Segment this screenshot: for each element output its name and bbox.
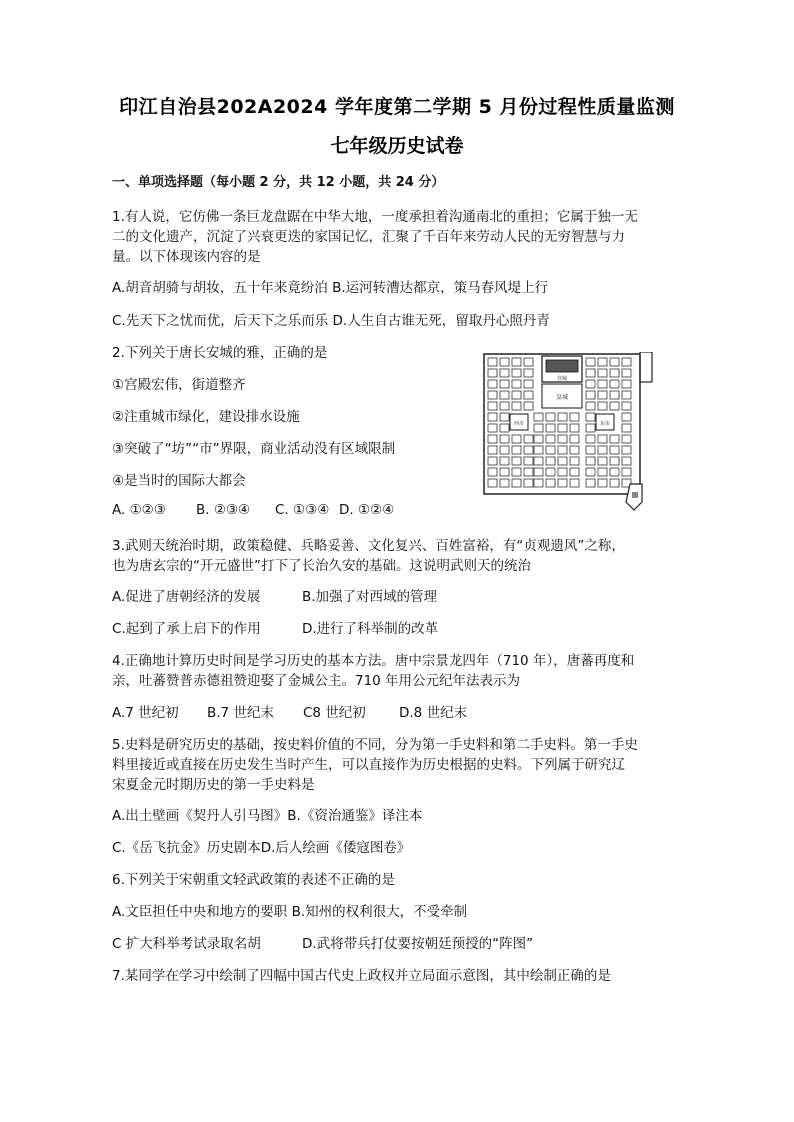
ward-block bbox=[622, 446, 631, 454]
q1-stem-line: 量。以下体现该内容的是 bbox=[112, 249, 261, 265]
ward-block bbox=[546, 457, 555, 465]
ward-block bbox=[586, 369, 595, 377]
q4-option-d: D.8 世纪末 bbox=[399, 705, 468, 721]
ward-block bbox=[488, 457, 497, 465]
ward-block bbox=[534, 468, 543, 476]
q4-option-a: A.7 世纪初 bbox=[112, 705, 179, 721]
page-title: 印江自治县202A2024 学年度第二学期 5 月份过程性质量监测 bbox=[119, 96, 675, 118]
east-market-label: 东市 bbox=[599, 421, 611, 427]
ward-block bbox=[570, 457, 579, 465]
q6-option-d: D.武将带兵打仗要按朝廷预授的“阵图” bbox=[302, 936, 534, 952]
q3-option-d: D.进行了科举制的改革 bbox=[302, 621, 439, 637]
ward-block bbox=[610, 435, 619, 443]
page-subtitle: 七年级历史试卷 bbox=[330, 135, 464, 157]
ward-block bbox=[500, 358, 509, 366]
ward-block bbox=[512, 391, 521, 399]
q3-option-a: A.促进了唐朝经济的发展 bbox=[112, 589, 261, 605]
ward-block bbox=[622, 435, 631, 443]
q4-option-c: C8 世纪初 bbox=[303, 705, 366, 721]
ward-block bbox=[500, 380, 509, 388]
q1-stem-line: 二的文化遗产，沉淀了兴衰更迭的家国记忆，汇聚了千百年来劳动人民的无穷智慧与力 bbox=[112, 229, 625, 245]
ward-block bbox=[500, 446, 509, 454]
ward-block bbox=[488, 402, 497, 410]
ward-block bbox=[500, 457, 509, 465]
ward-block bbox=[586, 446, 595, 454]
ward-block bbox=[558, 424, 567, 432]
q2-option-b: B. ②③④ bbox=[196, 502, 251, 518]
ward-block bbox=[524, 358, 533, 366]
ward-block bbox=[610, 380, 619, 388]
ward-block bbox=[598, 435, 607, 443]
ward-block bbox=[586, 457, 595, 465]
ward-block bbox=[500, 391, 509, 399]
imperial-city-label: 皇城 bbox=[555, 394, 569, 401]
ward-block bbox=[622, 402, 631, 410]
ward-block bbox=[534, 457, 543, 465]
q6-option-line: A.文臣担任中央和地方的要职 B.知州的权利很大，不受牵制 bbox=[112, 904, 468, 920]
ward-block bbox=[546, 424, 555, 432]
ward-block bbox=[558, 457, 567, 465]
ward-block bbox=[500, 424, 509, 432]
ward-block bbox=[524, 402, 533, 410]
q2-option-c: C. ①③④ bbox=[275, 502, 330, 518]
q2-item: ①宫殿宏伟，街道整齐 bbox=[112, 377, 246, 393]
ward-block bbox=[610, 457, 619, 465]
ward-block bbox=[512, 380, 521, 388]
ward-block bbox=[622, 358, 631, 366]
ward-block bbox=[500, 413, 509, 421]
ward-block bbox=[524, 391, 533, 399]
ward-block bbox=[586, 358, 595, 366]
ward-block bbox=[534, 413, 543, 421]
ward-block bbox=[586, 479, 595, 487]
ward-block bbox=[570, 424, 579, 432]
q5-stem-line: 5.史料是研究历史的基础，按史料价值的不同，分为第一手史料和第二手史料。第一手史 bbox=[112, 737, 638, 753]
ward-block bbox=[598, 380, 607, 388]
ward-block bbox=[622, 413, 631, 421]
q4-option-b: B.7 世纪末 bbox=[207, 705, 274, 721]
ward-block bbox=[488, 468, 497, 476]
q1-stem-line: 1.有人说，它仿佛一条巨龙盘踞在中华大地，一度承担着沟通南北的重担；它属于独一无 bbox=[112, 209, 638, 225]
ward-block bbox=[610, 358, 619, 366]
ward-block bbox=[524, 479, 533, 487]
ward-block bbox=[610, 446, 619, 454]
q3-stem-line: 也为唐玄宗的“开元盛世”打下了长治久安的基础。这说明武则天的统治 bbox=[112, 558, 531, 574]
changan-city-map bbox=[482, 352, 654, 512]
palace-label: 宫城 bbox=[556, 376, 568, 382]
ward-block bbox=[546, 468, 555, 476]
ward-block bbox=[598, 457, 607, 465]
ward-block bbox=[558, 446, 567, 454]
ward-block bbox=[622, 380, 631, 388]
ward-block bbox=[598, 402, 607, 410]
q5-stem-line: 宋夏金元时期历史的第一手史料是 bbox=[112, 777, 315, 793]
q1-option-line: C.先天下之忧而优，后天下之乐而乐 D.人生自古谁无死，留取丹心照丹青 bbox=[112, 313, 550, 329]
ward-block bbox=[622, 391, 631, 399]
ward-block bbox=[512, 402, 521, 410]
ward-block bbox=[586, 435, 595, 443]
q2-option-d: D. ①②④ bbox=[339, 502, 395, 518]
ward-block bbox=[586, 413, 595, 421]
west-market-label: 西市 bbox=[513, 421, 525, 427]
ward-block bbox=[488, 413, 497, 421]
ward-block bbox=[534, 446, 543, 454]
ward-block bbox=[500, 369, 509, 377]
ward-block bbox=[610, 402, 619, 410]
ward-block bbox=[512, 369, 521, 377]
q2-stem: 2.下列关于唐长安城的雅，正确的是 bbox=[112, 345, 328, 361]
ward-block bbox=[524, 446, 533, 454]
q2-item: ③突破了“坊”“市”界限，商业活动没有区域限制 bbox=[112, 441, 396, 457]
ward-block bbox=[586, 380, 595, 388]
ward-block bbox=[524, 468, 533, 476]
ward-block bbox=[598, 358, 607, 366]
ward-block bbox=[534, 479, 543, 487]
ward-block bbox=[570, 435, 579, 443]
ward-block bbox=[622, 424, 631, 432]
ward-block bbox=[488, 369, 497, 377]
q2-item: ④是当时的国际大都会 bbox=[112, 473, 246, 489]
ward-block bbox=[500, 479, 509, 487]
ward-block bbox=[598, 391, 607, 399]
ward-block bbox=[512, 446, 521, 454]
ward-block bbox=[524, 457, 533, 465]
ward-block bbox=[500, 435, 509, 443]
ward-block bbox=[512, 457, 521, 465]
q2-option-a: A. ①②③ bbox=[112, 502, 166, 518]
ward-block bbox=[558, 479, 567, 487]
ward-block bbox=[488, 435, 497, 443]
ward-block bbox=[546, 413, 555, 421]
ward-block bbox=[488, 391, 497, 399]
q5-stem-line: 料里接近或直接在历史发生当时产生，可以直接作为历史根据的史料。下列属于研究辽 bbox=[112, 757, 625, 773]
ward-block bbox=[488, 358, 497, 366]
ward-block bbox=[546, 435, 555, 443]
ward-block bbox=[610, 468, 619, 476]
q6-option-c: C 扩大科举考试录取名胡 bbox=[112, 936, 261, 952]
q7-stem: 7.某同学在学习中绘制了四幅中国古代史上政权并立局面示意图，其中绘制正确的是 bbox=[112, 968, 611, 984]
ward-block bbox=[512, 468, 521, 476]
q3-option-c: C.起到了承上启下的作用 bbox=[112, 621, 261, 637]
ward-block bbox=[622, 369, 631, 377]
ward-block bbox=[610, 391, 619, 399]
ward-block bbox=[512, 479, 521, 487]
ward-block bbox=[546, 446, 555, 454]
ward-block bbox=[558, 468, 567, 476]
q5-option-line: C.《岳飞抗金》历史剧本D.后人绘画《倭寇图卷》 bbox=[112, 840, 411, 856]
ward-block bbox=[570, 413, 579, 421]
ward-block bbox=[586, 424, 595, 432]
ward-block bbox=[586, 468, 595, 476]
ward-block bbox=[534, 424, 543, 432]
ward-block bbox=[534, 435, 543, 443]
ward-block bbox=[488, 380, 497, 388]
q3-stem-line: 3.武则天统治时期，政策稳健、兵略妥善、文化复兴、百姓富裕，有“贞观遗风”之称， bbox=[112, 538, 625, 554]
ward-block bbox=[570, 468, 579, 476]
q6-stem: 6.下列关于宋朝重文轻武政策的表述不正确的是 bbox=[112, 872, 395, 888]
ward-block bbox=[622, 468, 631, 476]
ward-block bbox=[524, 369, 533, 377]
ward-block bbox=[610, 479, 619, 487]
ward-block bbox=[546, 479, 555, 487]
ward-block bbox=[586, 402, 595, 410]
q5-option-line: A.出土壁画《契丹人引马图》B.《资治通鉴》译注本 bbox=[112, 808, 423, 824]
q2-item: ②注重城市绿化，建设排水设施 bbox=[112, 409, 300, 425]
ward-block bbox=[622, 457, 631, 465]
ward-block bbox=[558, 413, 567, 421]
ward-block bbox=[512, 358, 521, 366]
ward-block bbox=[598, 468, 607, 476]
ward-block bbox=[570, 479, 579, 487]
ward-block bbox=[512, 435, 521, 443]
ward-block bbox=[586, 391, 595, 399]
ward-block bbox=[598, 446, 607, 454]
q4-stem-line: 4.正确地计算历史时间是学习历史的基本方法。唐中宗景龙四年（710 年），唐蕃再度和 bbox=[112, 653, 635, 669]
ward-block bbox=[598, 369, 607, 377]
ward-block bbox=[488, 446, 497, 454]
ward-block bbox=[500, 402, 509, 410]
q4-stem-line: 亲，吐蕃赞普赤德祖赞迎娶了金城公主。710 年用公元纪年法表示为 bbox=[112, 673, 521, 689]
ward-block bbox=[524, 435, 533, 443]
ward-block bbox=[488, 479, 497, 487]
ward-block bbox=[570, 446, 579, 454]
ward-block bbox=[500, 468, 509, 476]
ward-block bbox=[524, 380, 533, 388]
ward-block bbox=[610, 369, 619, 377]
q1-option-line: A.胡音胡骑与胡妆，五十年来竟纷泊 B.运河转漕达都京，策马春风堤上行 bbox=[112, 280, 549, 296]
ward-block bbox=[488, 424, 497, 432]
ward-block bbox=[558, 435, 567, 443]
q3-option-b: B.加强了对西域的管理 bbox=[302, 589, 438, 605]
ward-block bbox=[598, 479, 607, 487]
section-heading: 一、单项选择题（每小题 2 分，共 12 小题，共 24 分） bbox=[112, 175, 445, 190]
